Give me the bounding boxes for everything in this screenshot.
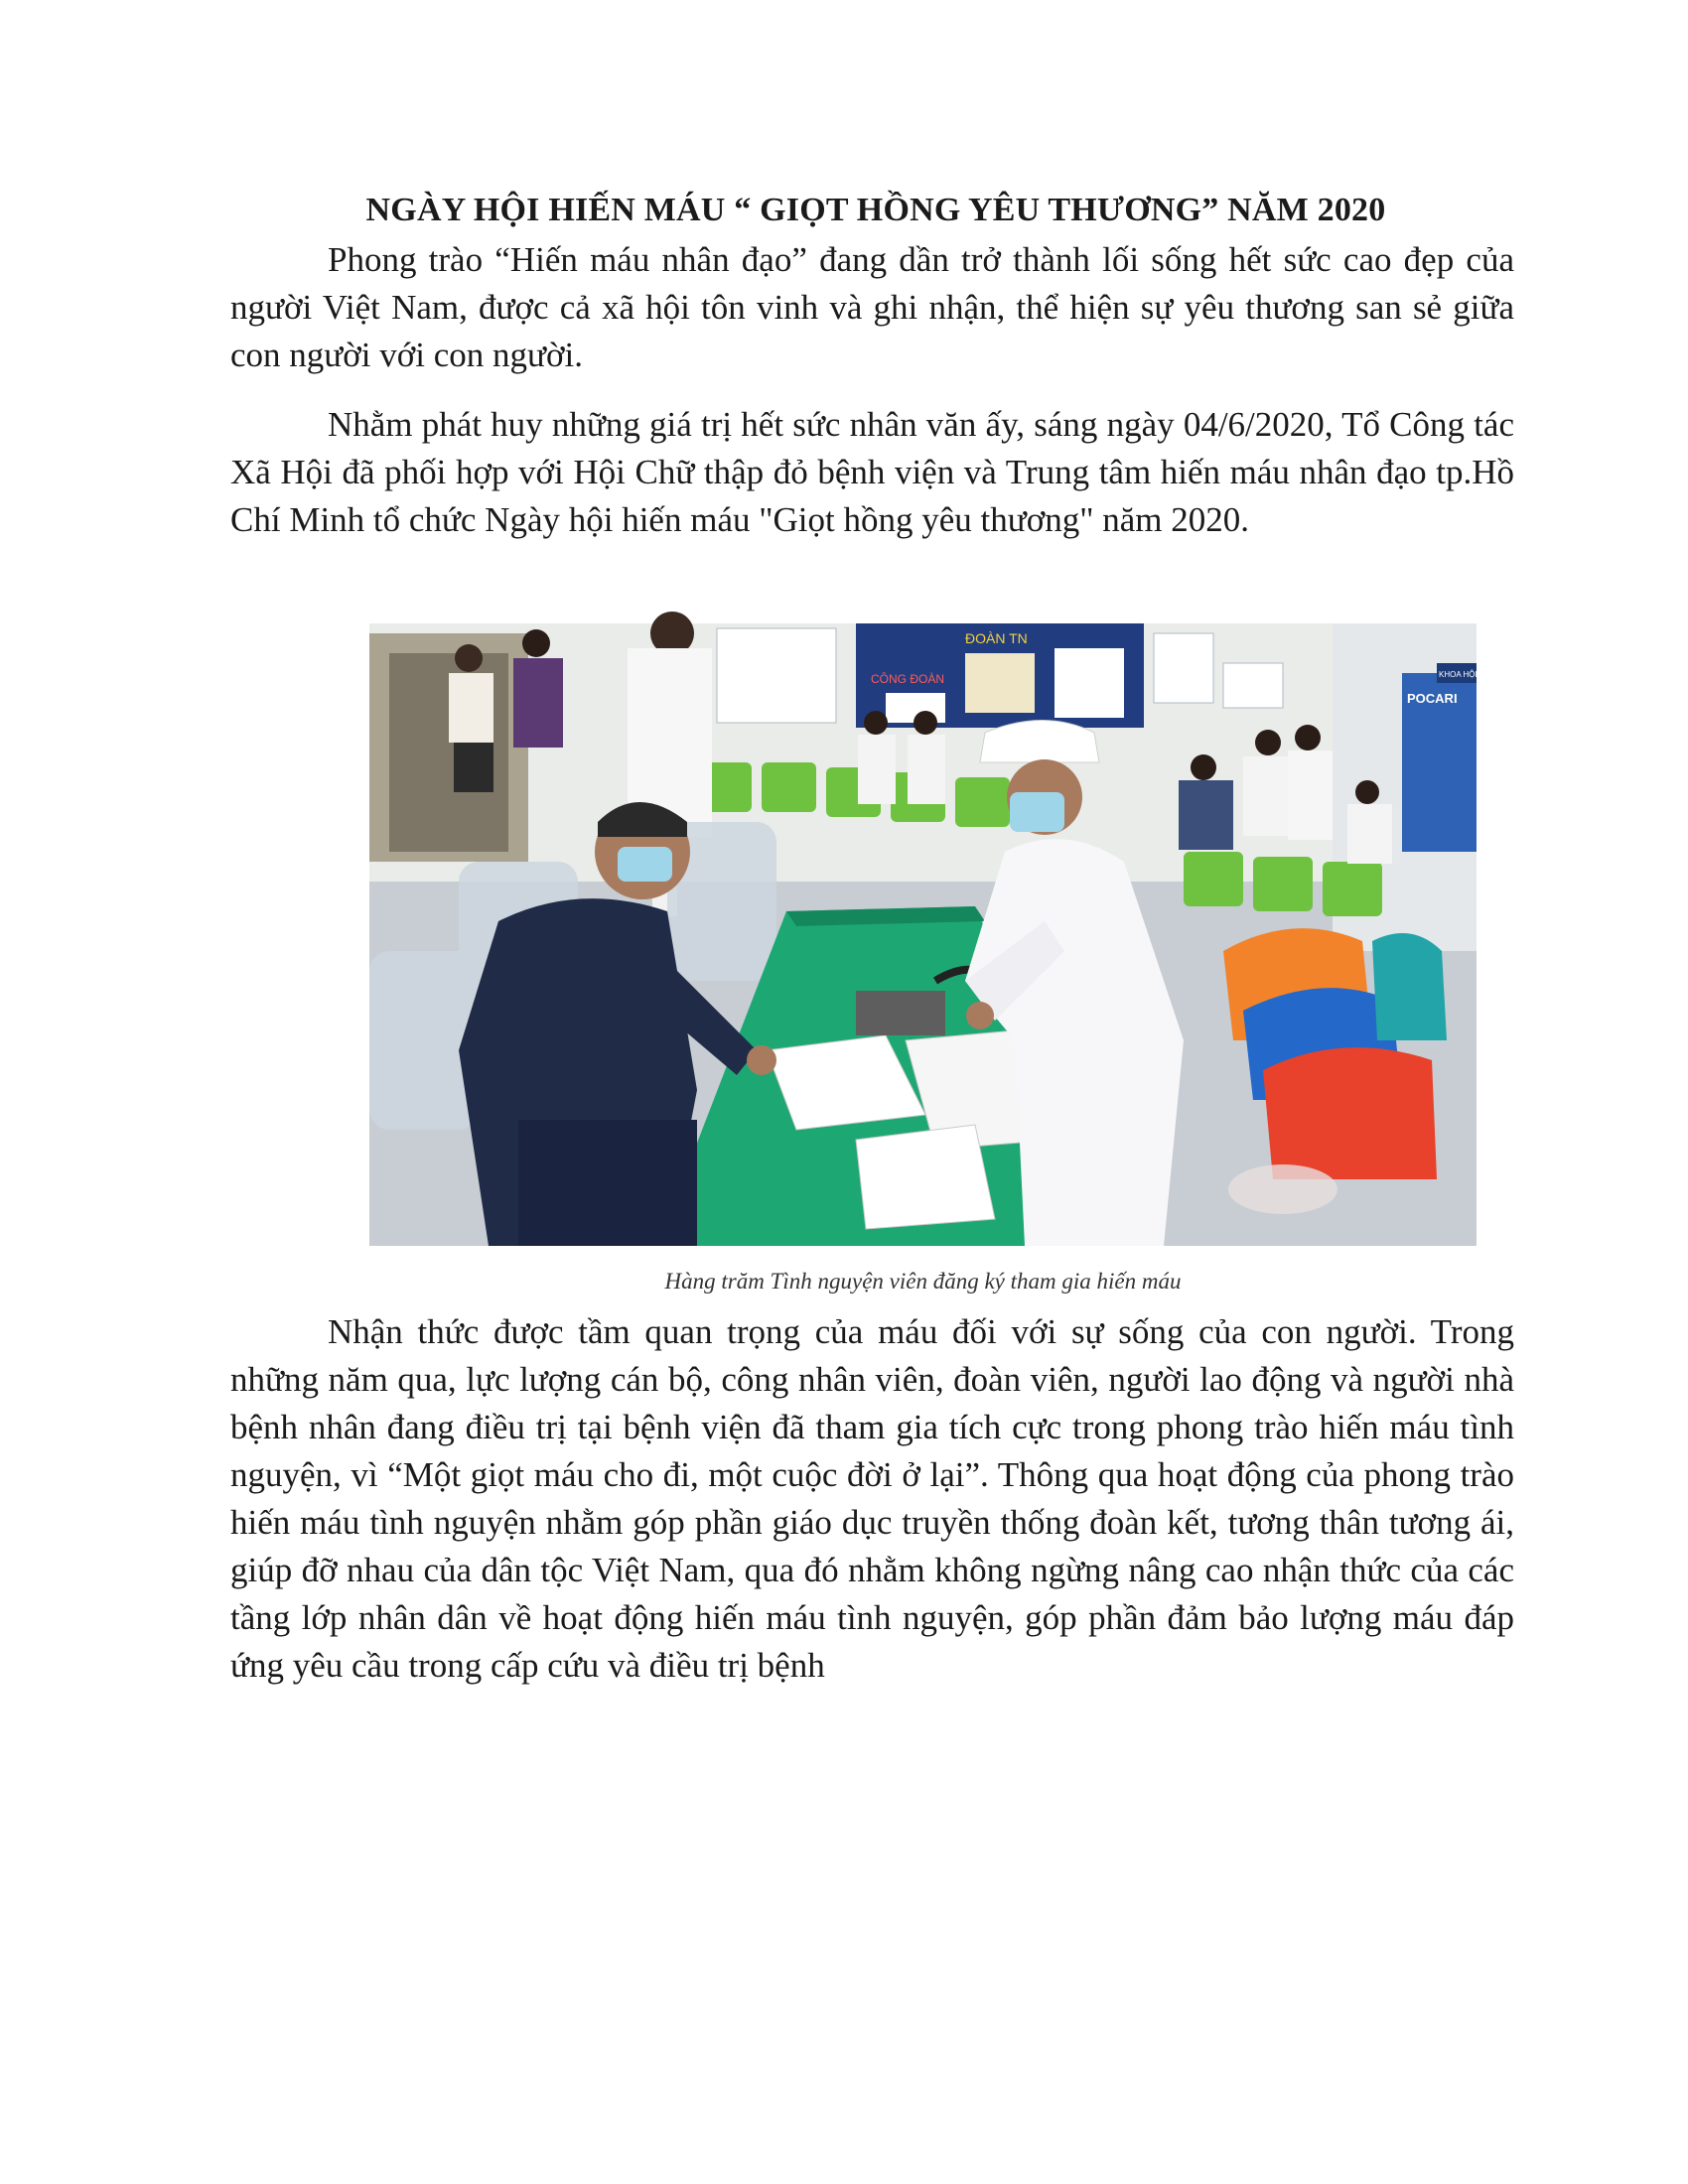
paragraph-intro: Phong trào “Hiến máu nhân đạo” đang dần trở thành lối sống hết sức cao đẹp của người Việt Nam, được cả xã hội tôn vinh và ghi nhận, thể hiện sự yêu thương san sẻ giữa con người với con người. bbox=[230, 240, 1514, 374]
event-photo bbox=[369, 623, 1491, 1246]
paragraph-event: Nhằm phát huy những giá trị hết sức nhân văn ấy, sáng ngày 04/6/2020, Tổ Công tác Xã Hội đã phối hợp với Hội Chữ thập đỏ bệnh viện và Trung tâm hiến máu nhân đạo tp.Hồ Chí Minh tổ chức Ngày hội hiến máu "Giọt hồng yêu thương" năm 2020. bbox=[230, 405, 1514, 539]
union-label: CÔNG ĐOÀN bbox=[871, 672, 945, 686]
bulletin-label: ĐOÀN TN bbox=[965, 630, 1028, 646]
paragraph-awareness: Nhận thức được tầm quan trọng của máu đối với sự sống của con người. Trong những năm qua, lực lượng cán bộ, công nhân viên, đoàn viên, người lao động và người nhà bệnh nhân đang điều trị tại bệnh viện đã tham gia tích cực trong phong trào hiến máu tình nguyện, vì “Một giọt máu cho đi, một cuộc đời ở lại”. Thông qua hoạt động của phong trào hiến máu tình nguyện nhằm góp phần giáo dục truyền thống đoàn kết, tương thân tương ái, giúp đỡ nhau của dân tộc Việt Nam, qua đó nhằm không ngừng nâng cao nhận thức của các tầng lớp nhân dân về hoạt động hiến máu tình nguyện, góp phần đảm bảo lượng máu đáp ứng yêu cầu trong cấp cứu và điều trị bệnh bbox=[230, 1312, 1514, 1685]
photo-caption: Hàng trăm Tình nguyện viên đăng ký tham gia hiến máu bbox=[664, 1269, 1182, 1294]
poster-label: POCARI bbox=[1407, 691, 1458, 706]
desk-label: KHOA HỘI SỐ bbox=[1439, 670, 1491, 679]
article-title: NGÀY HỘI HIẾN MÁU “ GIỌT HỒNG YÊU THƯƠNG” NĂM 2020 bbox=[365, 191, 1386, 228]
